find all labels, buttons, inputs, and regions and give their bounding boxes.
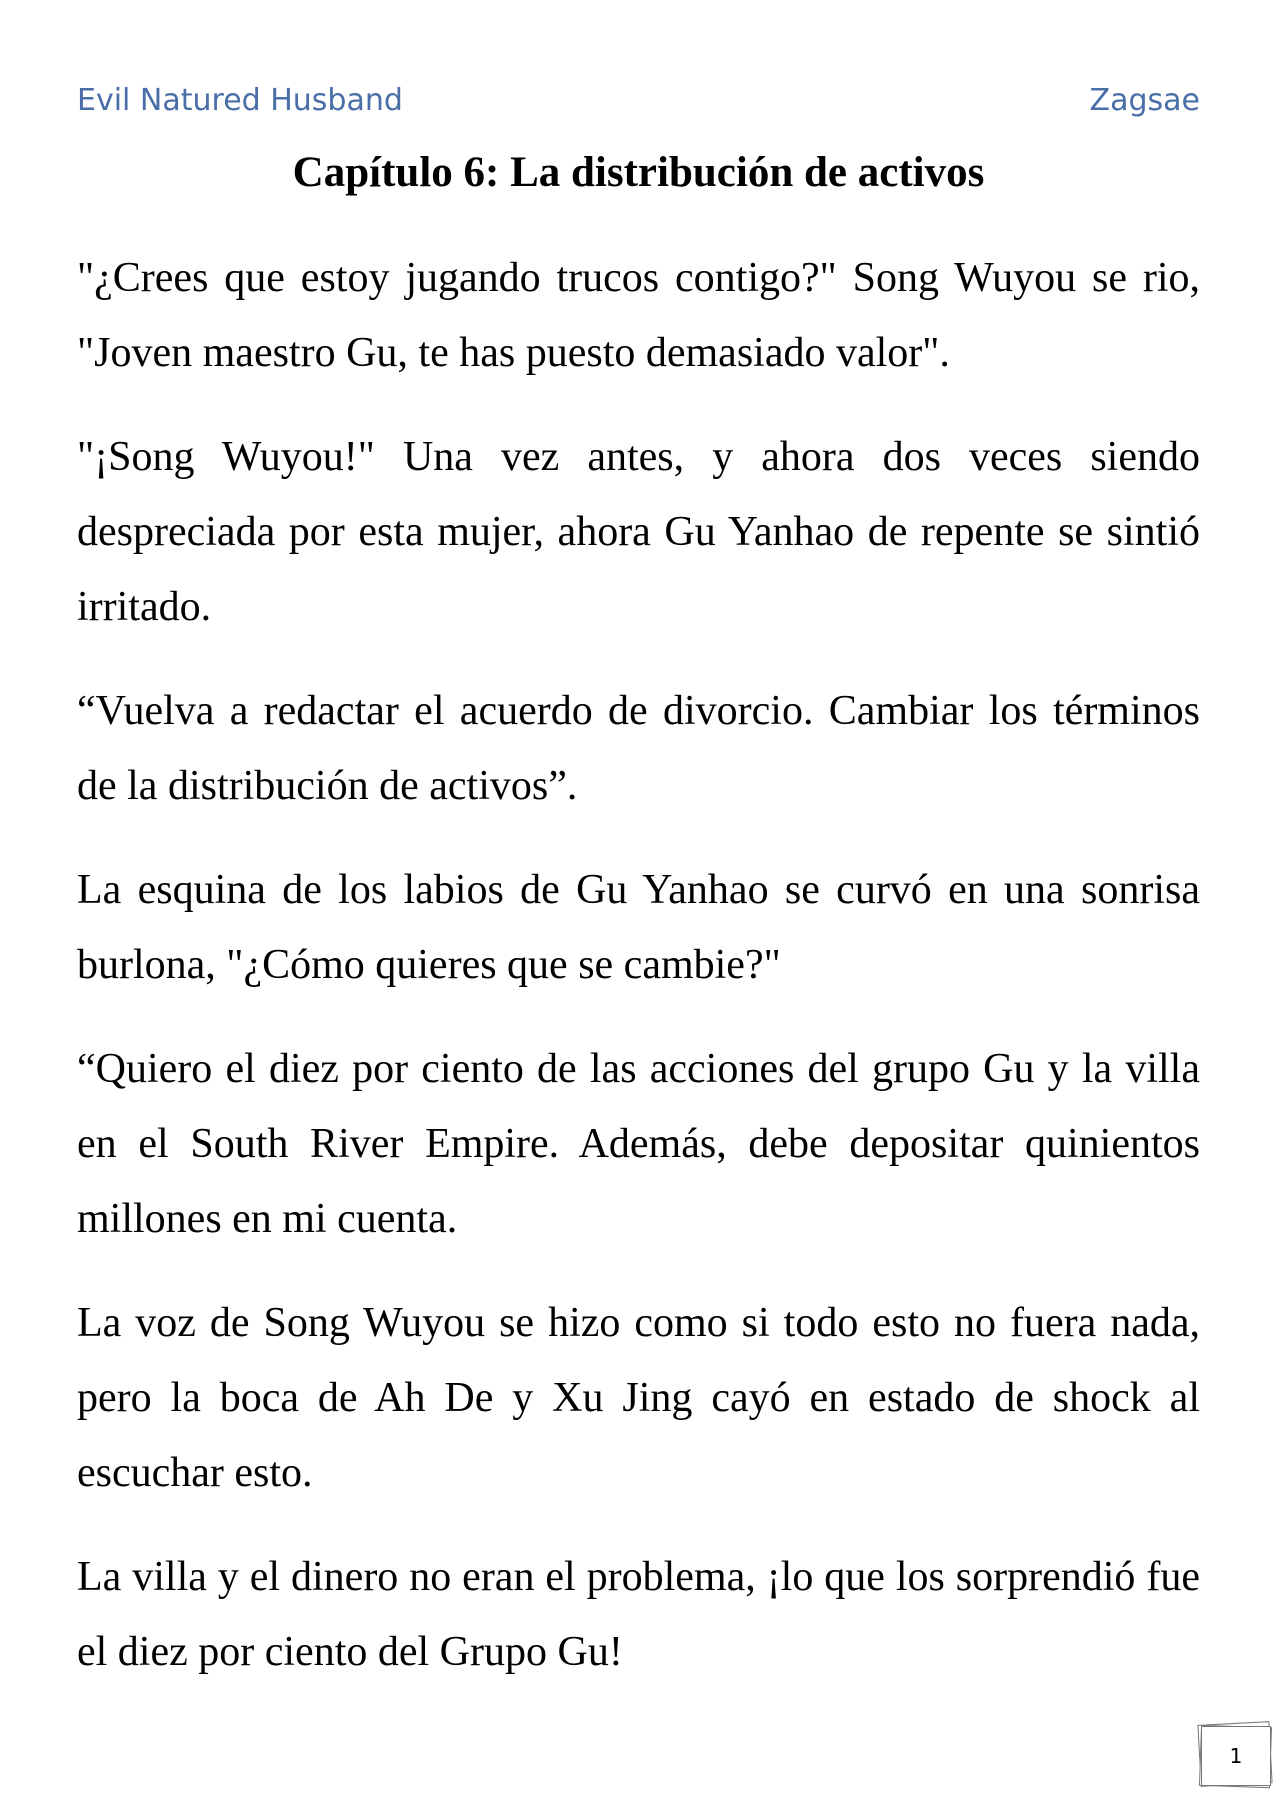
header-book-title: Evil Natured Husband	[77, 82, 403, 118]
chapter-title: Capítulo 6: La distribución de activos	[292, 149, 985, 196]
page-number-badge	[1197, 1723, 1272, 1787]
page-number: 1	[1201, 1726, 1271, 1786]
paragraph: La voz de Song Wuyou se hizo como si todo esto no fuera nada, pero la boca de Ah De y Xu Jing cayó en estado de shock al escuchar esto.	[77, 1300, 1200, 1496]
paragraph: La esquina de los labios de Gu Yanhao se curvó en una sonrisa burlona, "¿Cómo quieres que se cambie?"	[77, 867, 1200, 988]
page-header	[77, 78, 1200, 122]
paragraph: “Vuelva a redactar el acuerdo de divorcio. Cambiar los términos de la distribución de activos”.	[77, 688, 1200, 809]
header-translator: Zagsae	[1089, 82, 1200, 118]
paragraph: "¡Song Wuyou!" Una vez antes, y ahora dos veces siendo despreciada por esta mujer, ahora Gu Yanhao de repente se sintió irritado.	[77, 434, 1200, 630]
paragraph: “Quiero el diez por ciento de las acciones del grupo Gu y la villa en el South River Empire. Además, debe depositar quinientos millones en mi cuenta.	[77, 1046, 1200, 1242]
paragraph: "¿Crees que estoy jugando trucos contigo?" Song Wuyou se rio, "Joven maestro Gu, te has puesto demasiado valor".	[77, 255, 1200, 376]
chapter-body	[77, 241, 1200, 1719]
paragraph: La villa y el dinero no eran el problema, ¡lo que los sorprendió fue el diez por ciento del Grupo Gu!	[77, 1554, 1200, 1675]
